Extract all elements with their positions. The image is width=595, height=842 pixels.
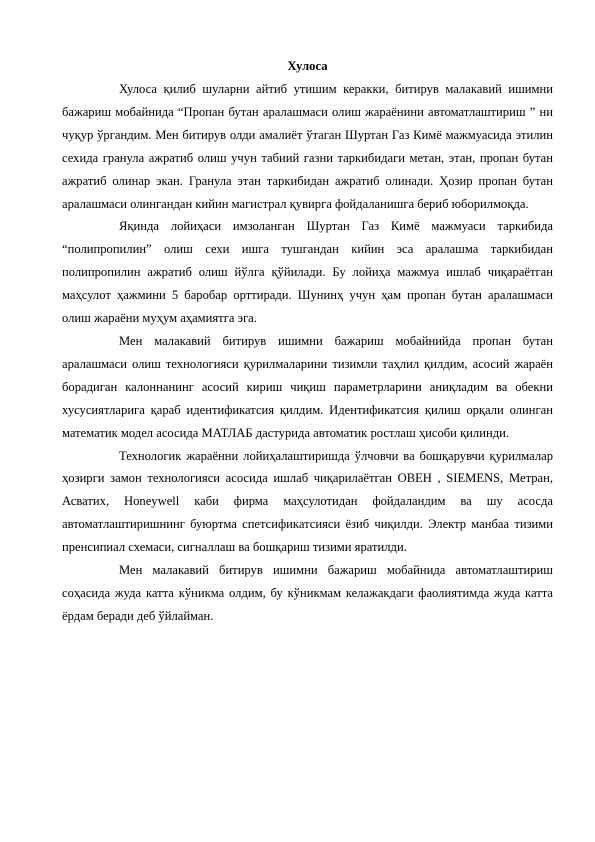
paragraph-analysis: Мен малакавий битирув ишимни бажариш мобайнийда пропан бутан аралашмаси олиш технологияси қурилмаларини тизимли таҳлил қилдим, асосий жараён борадиган калоннанинг асосий кириш чиқиш параметрларини аниқладим ва обекни хусусиятларига қараб идентификатсия қилдим. Идентификатсия қилиш орқали олинган математик модел асосида МАТЛАБ дастурида автоматик ростлаш ҳисоби қилинди.	[62, 333, 553, 440]
document-body	[62, 55, 553, 628]
paragraph-conclusion: Мен малакавий битирув ишимни бажариш мобайнида автоматлаштириш соҳасида жуда катта кўникма олдим, бу кўникмам келажакдаги фаолиятимда жуда катта ёрдам беради деб ўйлайман.	[62, 563, 553, 623]
paragraph-polypropylene: Яқинда лойиҳаси имзоланган Шуртан Газ Кимё мажмуаси таркибида “полипропилин” олиш сехи ишга тушгандан кийин эса аралашма таркибидан полипропилин ажратиб олиш йўлга қўйилади. Бу лойиҳа мажмуа ишлаб чиқараётган маҳсулот ҳажмини 5 баробар орттиради. Шунинҳ учун ҳам пропан бутан аралашмаси олиш жараёни муҳум аҳамиятга эга.	[62, 219, 553, 326]
paragraph-equipment: Технологик жараённи лойиҳалаштиришда ўлчовчи ва бошқарувчи қурилмалар ҳозирги замон технологияси асосида ишлаб чиқарилаётган ОВЕН , SIEMENS, Метран, Асватих, Honeywell каби фирма маҳсулотидан фойдаландим ва шу асосда автоматлаштиришнинг буюртма спетсификатсияси ёзиб чиқилди. Электр манбаа тизими пренсипиал схемаси, сигналлаш ва бошқариш тизими яратилди.	[62, 448, 553, 555]
paragraph-summary-intro: Хулоса қилиб шуларни айтиб утишим керакки, битирув малакавий ишимни бажариш мобайнида “Пропан бутан аралашмаси олиш жараёнини автоматлаштириш ” ни чуқур ўргандим. Мен битирув олди амалиёт ўтаган Шуртан Газ Кимё мажмуасида этилин сехида гранула ажратиб олиш учун табиий газни таркибидаги метан, этан, пропан бутан ажратиб олинар экан. Гранула этан таркибидан ажратиб олинади. Ҳозир пропан бутан аралашмаси олингандан кийин магистрал қувирга фойдаланишга бериб юборилмоқда.	[62, 82, 553, 211]
document-title: Хулоса	[287, 59, 328, 73]
